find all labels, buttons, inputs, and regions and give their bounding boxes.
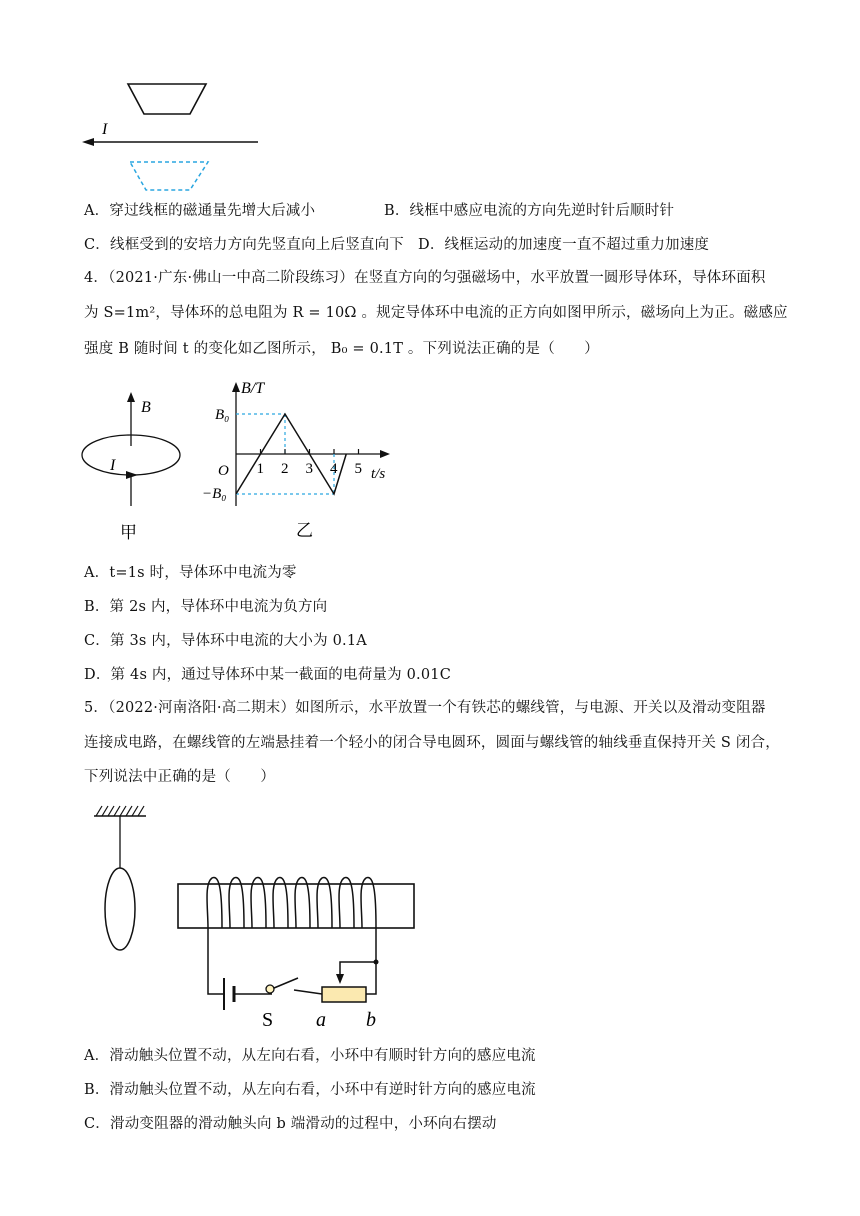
q5-option-a: A．滑动触头位置不动，从左向右看，小环中有顺时针方向的感应电流: [84, 1048, 536, 1064]
x-axis-label: t/s: [371, 466, 386, 482]
q4-option-a: A．t=1s 时，导体环中电流为零: [84, 565, 297, 581]
q4-option-d: D．第 4s 内，通过导体环中某一截面的电荷量为 0.01C: [84, 667, 451, 683]
b0-label: B₀: [215, 407, 230, 423]
q3-option-b: B．线框中感应电流的方向先逆时针后顺时针: [384, 203, 675, 219]
junction-dot: [374, 960, 379, 965]
figure-wire-and-frame: [80, 78, 270, 198]
x-tick-label: 3: [305, 461, 313, 477]
rheostat-b-label: b: [366, 1009, 376, 1031]
figure-jia-ring: [78, 390, 198, 546]
x-tick-label: 4: [330, 461, 338, 477]
q4-option-b: B．第 2s 内，导体环中电流为负方向: [84, 599, 328, 615]
rheostat-a-label: a: [316, 1009, 326, 1031]
caption-jia: 甲: [120, 523, 137, 542]
circuit-wires: [208, 928, 376, 994]
rheostat: [322, 987, 366, 1002]
q3-option-c: C．线框受到的安培力方向先竖直向上后竖直向下: [84, 237, 404, 253]
q4-stem-line1: 4．（2021·广东·佛山一中高二阶段练习）在竖直方向的匀强磁场中，水平放置一圆形导体环，导体环面积: [84, 270, 766, 286]
b-label: B: [141, 399, 151, 416]
frame-solid: [128, 84, 206, 114]
x-tick-label: 5: [354, 461, 362, 477]
neg-b0-label: −B₀: [202, 486, 227, 502]
q5-stem-line3: 下列说法中正确的是（ ）: [84, 769, 276, 785]
ceiling-hatch: [96, 806, 144, 816]
x-axis-arrow-icon: [380, 450, 390, 458]
q5-option-c: C．滑动变阻器的滑动触头向 b 端滑动的过程中，小环向右摆动: [84, 1116, 497, 1132]
i-label: I: [110, 457, 116, 474]
q5-stem-line2: 连接成电路，在螺线管的左端悬挂着一个轻小的闭合导电圆环，圆面与螺线管的轴线垂直保持开关 S 闭合，: [84, 735, 780, 751]
q5-stem-line1: 5．（2022·河南洛阳·高二期末）如图所示，水平放置一个有铁芯的螺线管，与电源、开关以及滑动变阻器: [84, 700, 766, 716]
origin-label: O: [218, 463, 229, 479]
frame-dashed: [130, 162, 208, 190]
q3-option-d: D．线框运动的加速度一直不超过重力加速度: [418, 237, 710, 253]
caption-yi: 乙: [296, 521, 313, 540]
b-arrow-icon: [127, 392, 135, 402]
small-ring: [105, 868, 135, 950]
figure-yi-graph: [196, 378, 406, 546]
y-axis-arrow-icon: [232, 382, 240, 392]
q4-stem-line3: 强度 B 随时间 t 的变化如乙图所示， B₀ = 0.1T 。下列说法正确的是（ ）: [84, 341, 600, 357]
y-axis-label: B/T: [241, 380, 265, 397]
q4-stem-line2: 为 S=1m²，导体环的总电阻为 R = 10Ω 。规定导体环中电流的正方向如图甲所示，磁场向上为正。磁感应: [84, 305, 788, 321]
x-tick-label: 1: [256, 461, 264, 477]
current-arrow-icon: [82, 138, 94, 146]
current-label: I: [102, 121, 108, 138]
slider-arrow-icon: [336, 974, 344, 984]
x-tick-label: 2: [281, 461, 289, 477]
figure-solenoid-circuit: [84, 798, 424, 1034]
ring-current-arrow-icon: [126, 471, 138, 479]
switch-contact: [266, 985, 274, 993]
q4-option-c: C．第 3s 内，导体环中电流的大小为 0.1A: [84, 633, 367, 649]
switch-label: S: [262, 1009, 274, 1031]
q5-option-b: B．滑动触头位置不动，从左向右看，小环中有逆时针方向的感应电流: [84, 1082, 536, 1098]
q3-option-a: A．穿过线框的磁通量先增大后减小: [84, 203, 316, 219]
switch-lever: [274, 978, 298, 988]
